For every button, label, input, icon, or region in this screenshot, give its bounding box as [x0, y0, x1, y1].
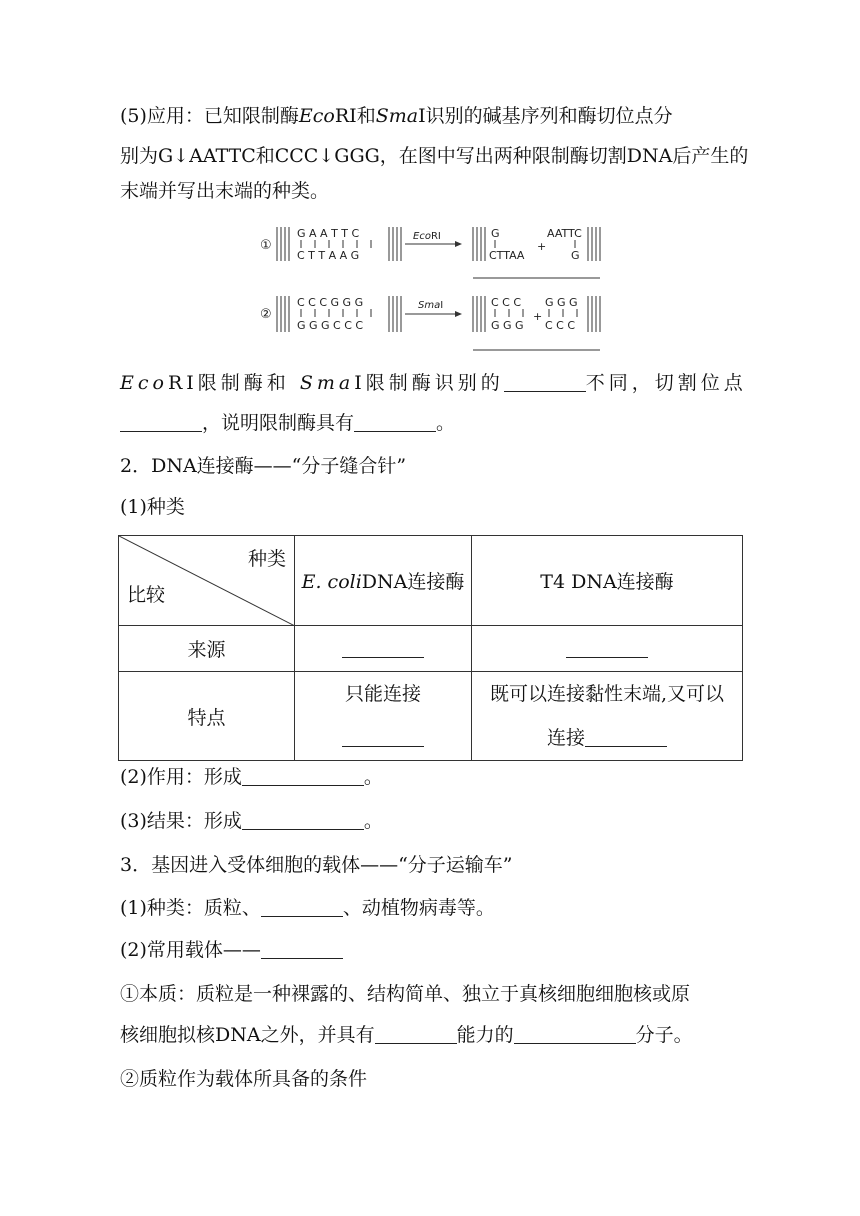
- sec2-3-period: 。: [363, 810, 383, 832]
- sec3-2-text: (2)常用载体——: [120, 939, 261, 961]
- answer-blank-t4-source[interactable]: [566, 637, 648, 658]
- sec2-2-period: 。: [363, 766, 383, 788]
- figure-svg: [255, 220, 605, 355]
- answer-blank-result[interactable]: [242, 809, 364, 830]
- t4-feature-line1: 既可以连接黏性末端,又可以: [489, 683, 725, 705]
- q-text-b: Ⅰ限制酶识别的: [354, 372, 504, 394]
- answer-blank-recognition[interactable]: [504, 371, 586, 392]
- row1-enzyme-label: [413, 231, 441, 242]
- section-2-2: [120, 762, 383, 792]
- row2-plus: +: [533, 310, 543, 323]
- header-ecoli-ligase: [295, 536, 472, 626]
- row1-top-strand: G A A T T C: [297, 227, 360, 240]
- header-kind: 种类: [247, 548, 286, 570]
- table-row-feature: [119, 672, 743, 761]
- ecoli-ligase-text: DNA连接酶: [361, 571, 465, 593]
- and-text: 和: [356, 105, 376, 127]
- cell-ecoli-source: [295, 626, 472, 672]
- row-label-source: 来源: [119, 626, 295, 672]
- condition-heading: ②质粒作为载体所具备的条件: [120, 1068, 368, 1090]
- row2-left-top: C C C: [491, 296, 522, 309]
- p5-text: (5)应用：已知限制酶: [120, 105, 299, 127]
- answer-blank-molecule[interactable]: [514, 1023, 636, 1044]
- answer-blank-ability[interactable]: [375, 1023, 457, 1044]
- section-3-title: 3．基因进入受体细胞的载体——“分子运输车”: [120, 854, 513, 876]
- sma-italic: Sma: [375, 105, 419, 127]
- restriction-enzyme-figure: [255, 220, 605, 355]
- cell-t4-feature: [472, 672, 743, 761]
- ecor-suffix: RⅠ: [334, 105, 357, 127]
- q-text-a: RⅠ限制酶和: [167, 372, 290, 394]
- p5-line-2: 别为G↓AATTC和CCC↓GGG，在图中写出两种限制酶切割DNA后产生的: [120, 145, 749, 167]
- ecoli-italic: E. coli: [301, 571, 362, 593]
- section-2-1-heading: (1)种类: [120, 496, 185, 518]
- ecor-italic-2: Eco: [120, 372, 168, 394]
- question-line-2: [120, 408, 455, 438]
- sec3-1-text-b: 、动植物病毒等。: [342, 897, 495, 919]
- table-header-row: [119, 536, 743, 626]
- sma-italic-2: Sma: [299, 372, 355, 394]
- answer-blank-ecoli-source[interactable]: [342, 637, 424, 658]
- section-2-3: [120, 806, 383, 836]
- q-text-c: 不同，切割位点: [585, 372, 747, 394]
- row2-enzyme-suffix: Ⅰ: [440, 300, 444, 311]
- sma-suffix: Ⅰ识别的碱基序列和酶切位点分: [418, 105, 673, 127]
- q-text-e: 。: [436, 412, 456, 434]
- row1-bottom-strand: C T T A A G: [297, 249, 360, 262]
- header-t4-ligase: T4 DNA连接酶: [472, 536, 743, 626]
- sec2-3-text: (3)结果：形成: [120, 810, 242, 832]
- row1-left-bottom: CTTAA: [489, 249, 525, 262]
- t4-feature-line2: 连接: [546, 727, 585, 749]
- section-2-title: 2．DNA连接酶——“分子缝合针”: [120, 455, 407, 477]
- cell-t4-source: [472, 626, 743, 672]
- row1-enzyme-suffix: RⅠ: [430, 231, 441, 242]
- diagonal-header-cell: [119, 536, 295, 626]
- header-compare: 比较: [127, 584, 166, 606]
- essence-line-2: [120, 1020, 693, 1050]
- question-line-1: [120, 368, 747, 398]
- section-3-2: [120, 935, 343, 965]
- answer-blank-vector-kind[interactable]: [261, 896, 343, 917]
- row2-left-bottom: G G G: [491, 319, 524, 332]
- sec3-1-text-a: (1)种类：质粒、: [120, 897, 261, 919]
- row2-right-top: G G G: [545, 296, 578, 309]
- p5-line-1: [120, 101, 673, 131]
- essence-text-a: 核细胞拟核DNA之外，并具有: [120, 1024, 375, 1046]
- section-3-1: [120, 893, 495, 923]
- essence-line-1: ①本质：质粒是一种裸露的、结构简单、独立于真核细胞细胞核或原: [120, 983, 691, 1005]
- answer-blank-function[interactable]: [242, 765, 364, 786]
- row1-right-top: AATTC: [547, 227, 582, 240]
- answer-blank-ecoli-feature[interactable]: [342, 726, 424, 747]
- ecoli-feature-text: 只能连接: [344, 683, 421, 705]
- row2-bottom-strand: G G G C C C: [297, 319, 364, 332]
- row1-number: ①: [260, 238, 272, 253]
- p5-line-3: 末端并写出末端的种类。: [120, 180, 330, 202]
- table-row-source: [119, 626, 743, 672]
- answer-blank-t4-feature[interactable]: [585, 726, 667, 747]
- q-text-d: ，说明限制酶具有: [202, 412, 355, 434]
- answer-blank-common-vector[interactable]: [261, 938, 343, 959]
- sec2-2-text: (2)作用：形成: [120, 766, 242, 788]
- essence-text-c: 分子。: [635, 1024, 693, 1046]
- answer-blank-cut-site[interactable]: [120, 411, 202, 432]
- row1-right-bottom: G: [571, 249, 580, 262]
- row2-number: ②: [260, 307, 272, 322]
- essence-text-b: 能力的: [456, 1024, 514, 1046]
- answer-blank-property[interactable]: [354, 411, 436, 432]
- row2-enzyme-label: [418, 300, 443, 311]
- row1-plus: +: [537, 240, 547, 253]
- row-label-feature: 特点: [119, 672, 295, 761]
- cell-ecoli-feature: [295, 672, 472, 761]
- row1-left-top: G: [491, 227, 500, 240]
- ligase-comparison-table: [118, 535, 743, 761]
- row2-right-bottom: C C C: [545, 319, 576, 332]
- ecor-italic: Eco: [298, 105, 335, 127]
- row2-enzyme-italic: Sma: [418, 300, 441, 311]
- row1-enzyme-italic: Eco: [413, 231, 431, 242]
- row2-top-strand: C C C G G G: [297, 296, 364, 309]
